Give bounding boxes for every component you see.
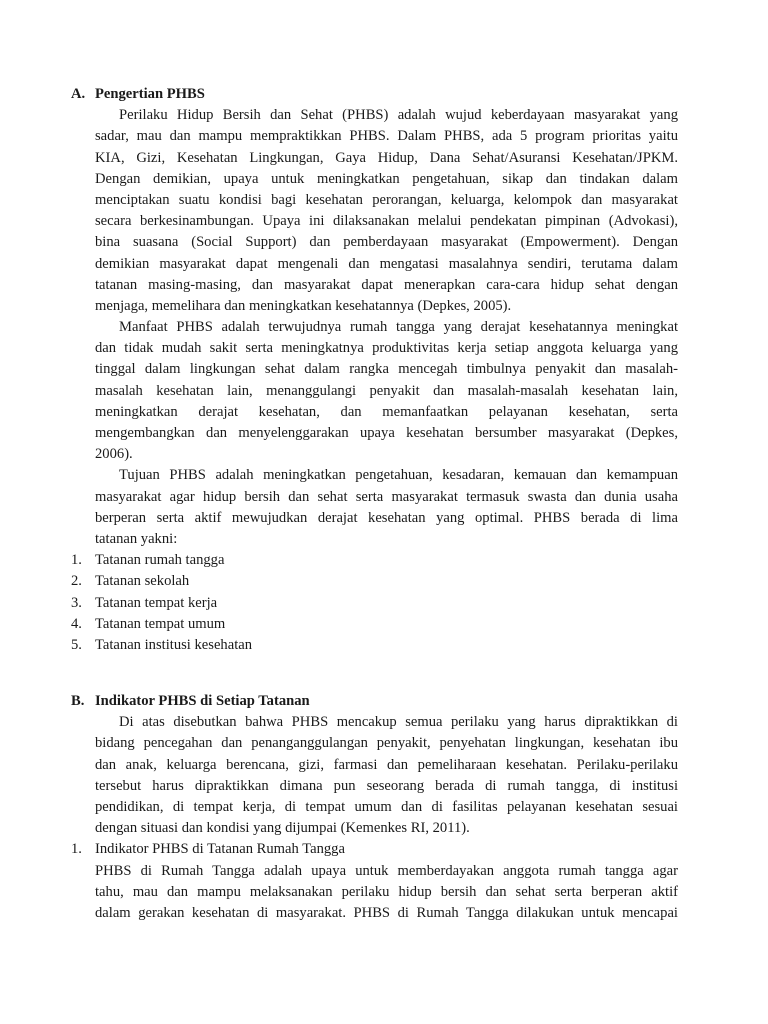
section-b-paragraph-1 <box>71 712 678 839</box>
text-line: bina suasana (Social Support) dan pemberdayaan masyarakat (Empowerment). Dengan <box>95 234 678 251</box>
section-b-label: B. <box>71 693 85 710</box>
section-a-title: Pengertian PHBS <box>95 86 205 102</box>
list-number: 2. <box>71 573 82 590</box>
section-b-paragraph-2 <box>71 861 678 925</box>
tatanan-list <box>71 550 678 656</box>
text-line: demikian masyarakat dapat mengenali dan mengatasi masalahnya sendiri, terutama dalam <box>95 255 678 272</box>
text-line: Perilaku Hidup Bersih dan Sehat (PHBS) adalah wujud keberdayaan masyarakat yang <box>119 107 678 124</box>
list-text: Tatanan institusi kesehatan <box>95 636 253 653</box>
section-a-paragraph-3 <box>71 465 678 550</box>
subsection-1-heading <box>71 839 678 860</box>
text-line: tatanan yakni: <box>95 530 178 547</box>
text-line: dalam gerakan kesehatan di masyarakat. PHBS di Rumah Tangga dilakukan untuk mencapai <box>95 904 678 921</box>
text-line: dan tidak mudah sakit serta meningkatnya produktivitas kerja setiap anggota keluarga yang <box>95 340 678 357</box>
text-line: Di atas disebutkan bahwa PHBS mencakup semua perilaku yang harus dipraktikkan di <box>119 714 678 731</box>
list-item <box>71 550 678 571</box>
text-line: Manfaat PHBS adalah terwujudnya rumah tangga yang derajat kesehatannya meningkat <box>119 319 678 336</box>
text-line: Dengan demikian, upaya untuk meningkatkan pengetahuan, sikap dan tindakan dalam <box>95 170 678 187</box>
text-line: sadar, mau dan mampu mempraktikkan PHBS. Dalam PHBS, ada 5 program prioritas yaitu <box>95 128 678 145</box>
text-line: berperan serta aktif mewujudkan derajat kesehatan yang optimal. PHBS berada di lima <box>95 509 678 526</box>
list-number: 3. <box>71 594 82 611</box>
list-item <box>71 635 678 656</box>
text-line: KIA, Gizi, Kesehatan Lingkungan, Gaya Hidup, Dana Sehat/Asuransi Kesehatan/JPKM. <box>95 149 678 166</box>
section-b-title: Indikator PHBS di Setiap Tatanan <box>95 693 310 710</box>
text-line: Tujuan PHBS adalah meningkatkan pengetahuan, kesadaran, kemauan dan kemampuan <box>119 467 678 484</box>
list-item <box>71 593 678 614</box>
list-number: 1. <box>71 552 82 569</box>
text-line: menciptakan suatu kondisi bagi kesehatan perorangan, keluarga, kelompok dan masyarakat <box>95 191 678 208</box>
text-line: pendidikan, di tempat kerja, di tempat umum dan di fasilitas pelayanan kesehatan sesuai <box>95 799 678 815</box>
text-line: masyarakat agar hidup bersih dan sehat serta masyarakat termasuk swasta dan dunia usaha <box>95 488 678 505</box>
text-line: bidang pencegahan dan penanganggulangan penyakit, penyehatan lingkungan, kesehatan ibu <box>95 735 678 752</box>
text-line: masalah kesehatan lain, menanggulangi penyakit dan masalah-masalah kesehatan lain, <box>95 382 678 399</box>
section-a-label: A. <box>71 86 86 102</box>
section-a-paragraph-2 <box>71 317 678 465</box>
list-item <box>71 571 678 592</box>
list-text: Tatanan tempat umum <box>95 615 226 632</box>
text-line: menjaga, memelihara dan meningkatkan kesehatannya (Depkes, 2005). <box>95 297 512 314</box>
subsection-title: Indikator PHBS di Tatanan Rumah Tangga <box>95 841 345 858</box>
list-number: 4. <box>71 615 82 632</box>
text-line: mengembangkan dan menyelenggarakan upaya kesehatan bersumber masyarakat (Depkes, <box>95 425 678 441</box>
text-line: dengan situasi dan kondisi yang dijumpai (Kemenkes RI, 2011). <box>95 820 470 837</box>
section-spacer <box>71 656 678 691</box>
text-line: dan anak, keluarga berencana, gizi, farmasi dan pemeliharaan kesehatan. Perilaku-perilaku <box>95 756 678 773</box>
section-a-paragraph-1 <box>71 105 678 317</box>
list-number: 5. <box>71 636 82 653</box>
text-line: tahu, mau dan mampu melaksanakan perilaku hidup bersih dan sehat serta berperan aktif <box>95 883 678 900</box>
text-line: PHBS di Rumah Tangga adalah upaya untuk memberdayakan anggota rumah tangga agar <box>95 862 678 879</box>
text-line: tersebut harus dipraktikkan dimana pun seseorang berada di rumah tangga, di institusi <box>95 777 678 794</box>
list-text: Tatanan tempat kerja <box>95 594 218 611</box>
text-line: secara berkesinambungan. Upaya ini dilaksanakan melalui pendekatan pimpinan (Advokasi), <box>95 213 678 230</box>
list-text: Tatanan rumah tangga <box>95 552 225 569</box>
list-text: Tatanan sekolah <box>95 573 190 590</box>
text-line: 2006). <box>95 446 133 463</box>
subsection-number: 1. <box>71 841 82 858</box>
text-line: meningkatkan derajat kesehatan, dan memanfaatkan pelayanan kesehatan, serta <box>95 403 678 420</box>
text-line: tatanan masing-masing, dan masyarakat dapat menerapkan cara-cara hidup sehat dengan <box>95 276 678 293</box>
section-a-heading <box>71 84 678 105</box>
section-b-heading <box>71 691 678 712</box>
list-item <box>71 614 678 635</box>
text-line: tinggal dalam lingkungan sehat dalam rangka mencegah timbulnya penyakit dan masalah- <box>95 361 678 378</box>
